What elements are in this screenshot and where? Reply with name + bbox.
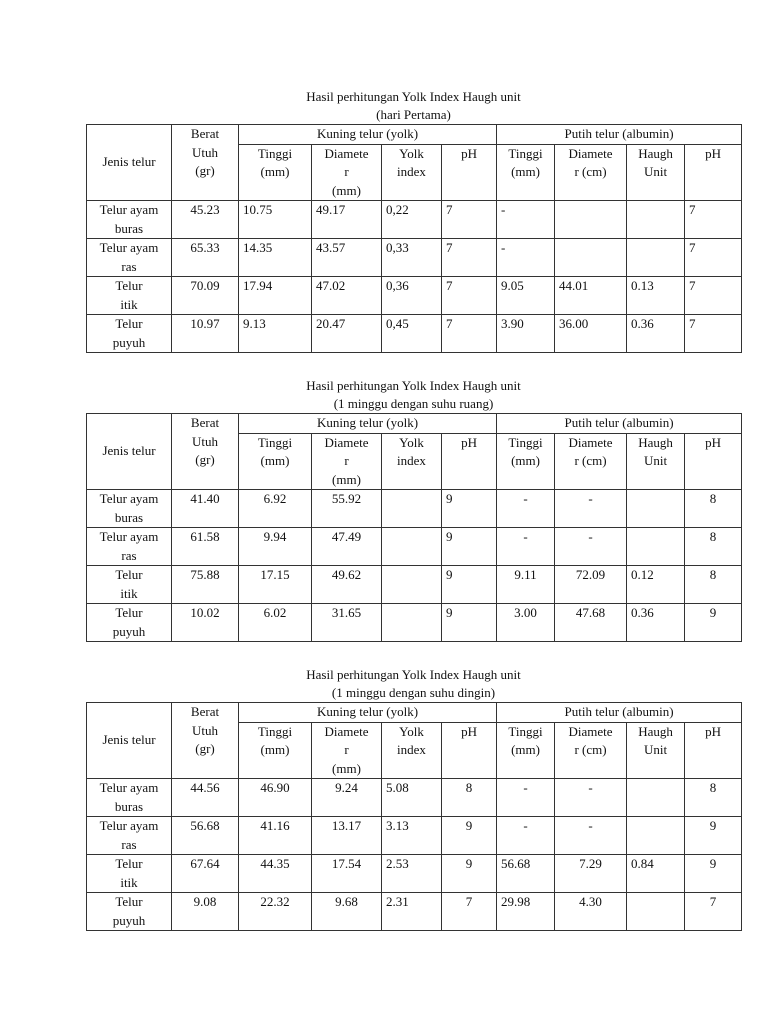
cell-albumin-tinggi: 3.90	[497, 315, 555, 353]
cell-haugh: 0.13	[627, 277, 685, 315]
table-subtitle: (hari Pertama)	[376, 107, 451, 122]
table-title: Hasil perhitungan Yolk Index Haugh unit	[306, 378, 521, 393]
table-row	[87, 893, 742, 931]
header-ph: pH	[442, 144, 497, 201]
cell-ph: 9	[442, 855, 497, 893]
cell-haugh: 0.36	[627, 315, 685, 353]
cell-diameter: 43.57	[312, 239, 382, 277]
cell-diameter: 13.17	[312, 817, 382, 855]
cell-albumin-tinggi: -	[497, 201, 555, 239]
cell-jenis: Telur ayam buras	[87, 779, 172, 817]
cell-albumin-tinggi: -	[497, 528, 555, 566]
cell-albumin-diameter: -	[555, 528, 627, 566]
cell-albumin-diameter	[555, 239, 627, 277]
cell-albumin-ph: 9	[685, 604, 742, 642]
cell-albumin-diameter: 7.29	[555, 855, 627, 893]
cell-haugh	[627, 893, 685, 931]
cell-diameter: 47.49	[312, 528, 382, 566]
table-row	[87, 277, 742, 315]
cell-albumin-ph: 8	[685, 566, 742, 604]
header-albumin-ph: pH	[685, 722, 742, 779]
cell-haugh: 0.36	[627, 604, 685, 642]
header-diameter-mm: Diamete r (mm)	[312, 433, 382, 490]
cell-albumin-ph: 7	[685, 201, 742, 239]
table-title: Hasil perhitungan Yolk Index Haugh unit	[306, 89, 521, 104]
cell-haugh: 0.84	[627, 855, 685, 893]
cell-diameter: 17.54	[312, 855, 382, 893]
cell-jenis: Telur itik	[87, 277, 172, 315]
cell-yolk-index: 0,33	[382, 239, 442, 277]
cell-ph: 9	[442, 604, 497, 642]
cell-albumin-tinggi: 29.98	[497, 893, 555, 931]
header-haugh: Haugh Unit	[627, 722, 685, 779]
header-diameter-cm: Diamete r (cm)	[555, 433, 627, 490]
header-ph: pH	[442, 722, 497, 779]
cell-albumin-diameter	[555, 201, 627, 239]
cell-haugh	[627, 528, 685, 566]
header-berat: Berat Utuh (gr)	[172, 125, 239, 201]
cell-ph: 7	[442, 239, 497, 277]
cell-tinggi: 17.94	[239, 277, 312, 315]
cell-tinggi: 14.35	[239, 239, 312, 277]
cell-ph: 9	[442, 566, 497, 604]
cell-albumin-ph: 7	[685, 239, 742, 277]
table-title: Hasil perhitungan Yolk Index Haugh unit	[306, 667, 521, 682]
table-subtitle: (1 minggu dengan suhu dingin)	[331, 685, 496, 700]
cell-berat: 75.88	[172, 566, 239, 604]
cell-yolk-index: 5.08	[382, 779, 442, 817]
table-row	[87, 315, 742, 353]
section-suhu-dingin	[86, 666, 741, 931]
cell-tinggi: 6.02	[239, 604, 312, 642]
yolk-haugh-table	[86, 124, 742, 353]
cell-yolk-index: 2.31	[382, 893, 442, 931]
cell-yolk-index: 3.13	[382, 817, 442, 855]
cell-albumin-tinggi: 9.05	[497, 277, 555, 315]
header-albumin-tinggi: Tinggi (mm)	[497, 722, 555, 779]
cell-jenis: Telur itik	[87, 566, 172, 604]
header-diameter-cm: Diamete r (cm)	[555, 722, 627, 779]
table-row	[87, 604, 742, 642]
cell-haugh: 0.12	[627, 566, 685, 604]
cell-albumin-tinggi: -	[497, 779, 555, 817]
cell-jenis: Telur itik	[87, 855, 172, 893]
cell-albumin-diameter: -	[555, 817, 627, 855]
cell-albumin-diameter: 44.01	[555, 277, 627, 315]
cell-ph: 7	[442, 201, 497, 239]
header-kuning: Kuning telur (yolk)	[239, 125, 497, 145]
header-albumin-tinggi: Tinggi (mm)	[497, 433, 555, 490]
header-row-1	[87, 414, 742, 434]
cell-berat: 61.58	[172, 528, 239, 566]
cell-albumin-ph: 8	[685, 490, 742, 528]
header-diameter-mm: Diamete r (mm)	[312, 722, 382, 779]
yolk-haugh-table	[86, 413, 742, 642]
table-subtitle: (1 minggu dengan suhu ruang)	[333, 396, 494, 411]
header-ph: pH	[442, 433, 497, 490]
header-albumin-ph: pH	[685, 144, 742, 201]
cell-berat: 67.64	[172, 855, 239, 893]
yolk-haugh-table	[86, 702, 742, 931]
table-row	[87, 855, 742, 893]
cell-albumin-diameter: 72.09	[555, 566, 627, 604]
cell-diameter: 20.47	[312, 315, 382, 353]
cell-albumin-tinggi: -	[497, 239, 555, 277]
header-putih: Putih telur (albumin)	[497, 414, 742, 434]
header-tinggi: Tinggi (mm)	[239, 722, 312, 779]
header-albumin-tinggi: Tinggi (mm)	[497, 144, 555, 201]
header-haugh: Haugh Unit	[627, 433, 685, 490]
cell-berat: 10.97	[172, 315, 239, 353]
cell-diameter: 9.68	[312, 893, 382, 931]
section-hari-pertama	[86, 88, 741, 353]
cell-berat: 45.23	[172, 201, 239, 239]
cell-albumin-diameter: -	[555, 490, 627, 528]
header-tinggi: Tinggi (mm)	[239, 433, 312, 490]
cell-yolk-index	[382, 604, 442, 642]
cell-jenis: Telur ayam buras	[87, 201, 172, 239]
cell-diameter: 49.62	[312, 566, 382, 604]
cell-diameter: 31.65	[312, 604, 382, 642]
cell-tinggi: 6.92	[239, 490, 312, 528]
cell-berat: 65.33	[172, 239, 239, 277]
cell-albumin-ph: 8	[685, 528, 742, 566]
cell-albumin-tinggi: -	[497, 817, 555, 855]
cell-tinggi: 17.15	[239, 566, 312, 604]
cell-albumin-diameter: 4.30	[555, 893, 627, 931]
cell-yolk-index: 0,22	[382, 201, 442, 239]
header-haugh: Haugh Unit	[627, 144, 685, 201]
cell-albumin-diameter: 47.68	[555, 604, 627, 642]
cell-albumin-ph: 9	[685, 817, 742, 855]
header-kuning: Kuning telur (yolk)	[239, 703, 497, 723]
cell-diameter: 49.17	[312, 201, 382, 239]
cell-tinggi: 9.94	[239, 528, 312, 566]
header-diameter-mm: Diamete r (mm)	[312, 144, 382, 201]
header-yolk-index: Yolk index	[382, 144, 442, 201]
cell-haugh	[627, 239, 685, 277]
cell-haugh	[627, 817, 685, 855]
cell-jenis: Telur ayam buras	[87, 490, 172, 528]
header-jenis: Jenis telur	[87, 703, 172, 779]
cell-berat: 70.09	[172, 277, 239, 315]
cell-haugh	[627, 490, 685, 528]
cell-albumin-tinggi: 56.68	[497, 855, 555, 893]
cell-tinggi: 22.32	[239, 893, 312, 931]
table-row	[87, 817, 742, 855]
table-row	[87, 779, 742, 817]
cell-ph: 9	[442, 490, 497, 528]
cell-tinggi: 44.35	[239, 855, 312, 893]
header-diameter-cm: Diamete r (cm)	[555, 144, 627, 201]
cell-albumin-ph: 7	[685, 893, 742, 931]
cell-albumin-diameter: 36.00	[555, 315, 627, 353]
cell-berat: 10.02	[172, 604, 239, 642]
cell-jenis: Telur ayam ras	[87, 528, 172, 566]
cell-diameter: 47.02	[312, 277, 382, 315]
cell-yolk-index	[382, 490, 442, 528]
cell-ph: 7	[442, 893, 497, 931]
cell-tinggi: 9.13	[239, 315, 312, 353]
cell-yolk-index	[382, 528, 442, 566]
cell-yolk-index: 0,45	[382, 315, 442, 353]
cell-yolk-index: 0,36	[382, 277, 442, 315]
cell-yolk-index: 2.53	[382, 855, 442, 893]
table-row	[87, 528, 742, 566]
cell-albumin-ph: 9	[685, 855, 742, 893]
cell-haugh	[627, 201, 685, 239]
table-row	[87, 201, 742, 239]
cell-haugh	[627, 779, 685, 817]
cell-ph: 8	[442, 779, 497, 817]
cell-jenis: Telur puyuh	[87, 604, 172, 642]
table-row	[87, 566, 742, 604]
header-jenis: Jenis telur	[87, 414, 172, 490]
cell-albumin-ph: 8	[685, 779, 742, 817]
cell-ph: 7	[442, 315, 497, 353]
cell-ph: 9	[442, 528, 497, 566]
table-row	[87, 490, 742, 528]
header-yolk-index: Yolk index	[382, 722, 442, 779]
cell-yolk-index	[382, 566, 442, 604]
cell-berat: 44.56	[172, 779, 239, 817]
cell-albumin-ph: 7	[685, 277, 742, 315]
header-berat: Berat Utuh (gr)	[172, 703, 239, 779]
cell-albumin-tinggi: 3.00	[497, 604, 555, 642]
cell-albumin-tinggi: -	[497, 490, 555, 528]
cell-jenis: Telur puyuh	[87, 893, 172, 931]
header-kuning: Kuning telur (yolk)	[239, 414, 497, 434]
cell-berat: 41.40	[172, 490, 239, 528]
cell-tinggi: 10.75	[239, 201, 312, 239]
cell-berat: 56.68	[172, 817, 239, 855]
cell-ph: 9	[442, 817, 497, 855]
section-suhu-ruang	[86, 377, 741, 642]
cell-jenis: Telur ayam ras	[87, 239, 172, 277]
table-row	[87, 239, 742, 277]
header-albumin-ph: pH	[685, 433, 742, 490]
cell-diameter: 55.92	[312, 490, 382, 528]
cell-tinggi: 46.90	[239, 779, 312, 817]
cell-ph: 7	[442, 277, 497, 315]
cell-albumin-tinggi: 9.11	[497, 566, 555, 604]
header-berat: Berat Utuh (gr)	[172, 414, 239, 490]
cell-jenis: Telur puyuh	[87, 315, 172, 353]
cell-diameter: 9.24	[312, 779, 382, 817]
header-tinggi: Tinggi (mm)	[239, 144, 312, 201]
cell-albumin-ph: 7	[685, 315, 742, 353]
cell-berat: 9.08	[172, 893, 239, 931]
header-jenis: Jenis telur	[87, 125, 172, 201]
cell-albumin-diameter: -	[555, 779, 627, 817]
header-yolk-index: Yolk index	[382, 433, 442, 490]
cell-jenis: Telur ayam ras	[87, 817, 172, 855]
header-putih: Putih telur (albumin)	[497, 125, 742, 145]
header-row-1	[87, 125, 742, 145]
cell-tinggi: 41.16	[239, 817, 312, 855]
header-row-1	[87, 703, 742, 723]
header-putih: Putih telur (albumin)	[497, 703, 742, 723]
